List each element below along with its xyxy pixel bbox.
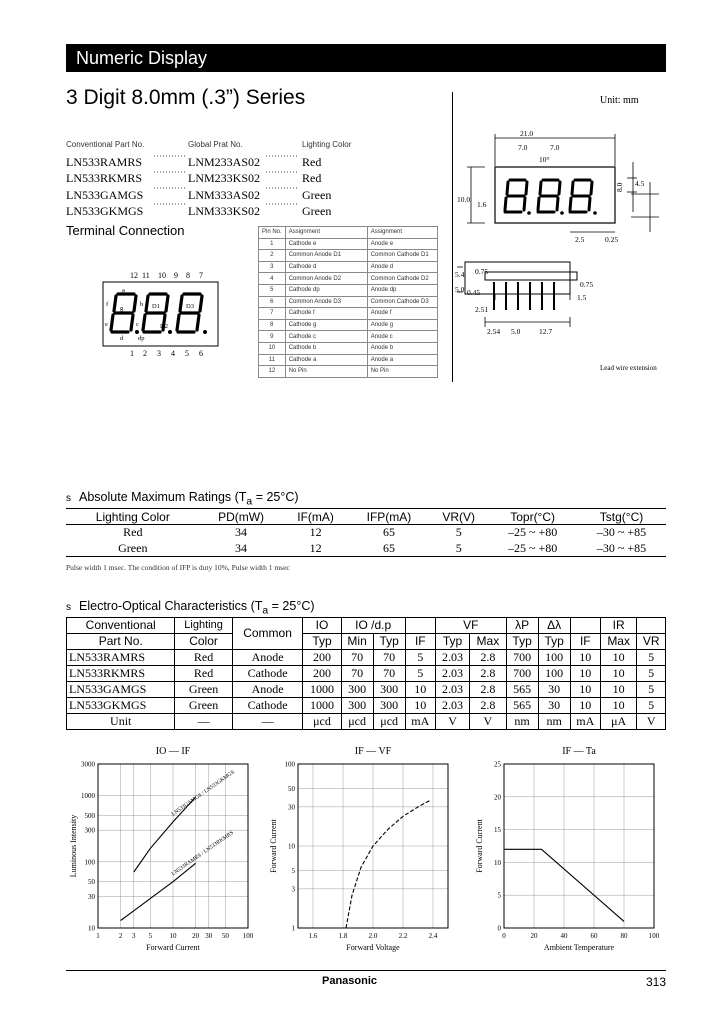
- abs-max-title: s Absolute Maximum Ratings $(T_a = 25^\circ C)$: [66, 490, 299, 508]
- y-tick-label: 50: [288, 785, 295, 794]
- dimension-label: 1.6: [477, 200, 487, 209]
- y-tick-label: 500: [84, 812, 95, 821]
- dimension-label: 2.5: [575, 235, 585, 244]
- table-row: 7 Cathode f Anode f: [259, 308, 438, 320]
- y-axis-label: Forward Current: [269, 819, 278, 873]
- pin-label: 1: [130, 349, 134, 358]
- part-row: LN533GAMGS LNM333AS02 Green: [66, 187, 332, 202]
- y-axis-label: Forward Current: [475, 819, 484, 873]
- table-row: Green 34 12 65 5 –25 ~ +80 –30 ~ +85: [118, 540, 647, 555]
- pin-label: 9: [174, 271, 178, 280]
- chart-title: IF — VF: [354, 746, 392, 757]
- eo-table: [66, 617, 666, 730]
- segment-label: f: [106, 301, 109, 308]
- dimension-label: 7.0: [550, 143, 560, 152]
- table-row: 4 Common Anode D2 Common Cathode D2: [259, 273, 438, 285]
- terminal-diagram: [100, 268, 230, 360]
- y-tick-label: 0: [497, 924, 501, 933]
- y-tick-label: 10: [494, 858, 501, 867]
- y-tick-label: 3: [291, 885, 295, 894]
- x-tick-label: 60: [590, 932, 598, 940]
- dimension-label: 12.7: [539, 327, 553, 336]
- page-number: 313: [646, 975, 667, 989]
- col-header: Conventional Part No.: [66, 140, 145, 149]
- table-row: LN533RKMRS Red Cathode 200 70 70 5 2.03 2.8 700 100 10 10 5: [67, 665, 666, 681]
- col-header: Lighting Color: [302, 140, 352, 149]
- table-row: LN533GAMGS Green Anode 1000 300 300 10 2.03 2.8 565 30 10 10 5: [67, 681, 666, 697]
- table-subheader: Part No. Color Typ Min Typ IF Typ Max Typ Typ IF Max VR: [67, 633, 666, 649]
- y-tick-label: 15: [494, 826, 501, 835]
- dimension-drawing: [455, 122, 665, 377]
- part-row: LN533GKMGS LNM333KS02 Green: [66, 204, 332, 218]
- table-header: Conventional Lighting Common IO IO /d.p VF λP Δλ IR: [67, 618, 666, 634]
- dimension-label: 10.0: [457, 195, 471, 204]
- dimension-label: 10°: [539, 155, 550, 164]
- x-tick-label: 100: [648, 932, 660, 940]
- brand-logo: Panasonic: [322, 975, 378, 987]
- x-tick-label: 2.2: [398, 932, 408, 940]
- digit-label: D3: [186, 303, 194, 310]
- pin-label: 11: [142, 271, 150, 280]
- table-row: 1 Cathode e Anode e: [259, 238, 438, 250]
- dimension-label: 5.0: [455, 285, 465, 294]
- dimension-label: 7.0: [518, 143, 528, 152]
- dimension-label: 0.75: [580, 280, 594, 289]
- segment-label: dp: [138, 335, 145, 342]
- table-row: 11 Cathode a Anode a: [259, 354, 438, 366]
- table-row: 5 Cathode dp Anode dp: [259, 284, 438, 296]
- table-row: 6 Common Anode D3 Common Cathode D3: [259, 296, 438, 308]
- dimension-label: 0.25: [605, 235, 619, 244]
- pin-label: 2: [143, 349, 147, 358]
- dimension-label: 5.0: [511, 327, 521, 336]
- x-tick-label: 20: [192, 932, 200, 940]
- divider: [452, 92, 453, 382]
- x-axis-label: Ambient Temperature: [543, 943, 615, 952]
- dimension-label: 21.0: [520, 129, 534, 138]
- segment-label: a: [122, 287, 125, 294]
- dimension-label: 5.4: [455, 270, 465, 279]
- chart-title: IO — IF: [155, 746, 191, 757]
- y-tick-label: 10: [88, 924, 95, 933]
- footnote: Pulse width 1 msec. The condition of IFP is duty 10%, Pulse width 1 msec: [66, 563, 290, 572]
- pin-label: 4: [171, 349, 175, 358]
- segment-label: d: [120, 335, 124, 342]
- io-if-chart: [66, 742, 262, 956]
- table-row: 3 Cathode d Anode d: [259, 261, 438, 273]
- segment-label: g: [120, 305, 124, 312]
- x-tick-label: 10: [169, 932, 177, 940]
- table-header: Lighting Color PD(mW) IF(mA) IFP(mA) VR(V) Topr(°C) Tstg(°C): [66, 509, 666, 525]
- digit-label: D2: [160, 323, 168, 330]
- table-row: Red 34 12 65 5 –25 ~ +80 –30 ~ +85: [123, 525, 647, 540]
- series-line: [346, 800, 430, 928]
- terminal-assignment-table: [258, 226, 438, 378]
- segment-label: b: [140, 301, 144, 308]
- y-tick-label: 50: [88, 878, 95, 887]
- section-header: Numeric Display: [66, 44, 666, 72]
- pin-label: 8: [186, 271, 190, 280]
- abs-max-table: [66, 508, 666, 557]
- table-row: 2 Common Anode D1 Common Cathode D1: [259, 250, 438, 262]
- dot-leaders: [264, 152, 304, 212]
- segment-label: e: [105, 321, 108, 328]
- y-tick-label: 5: [497, 891, 501, 900]
- x-tick-label: 1.8: [338, 932, 348, 940]
- dimension-label: 4.5: [635, 179, 645, 188]
- part-row: LN533RAMRS LNM233AS02 Red: [66, 154, 322, 169]
- y-tick-label: 100: [84, 858, 95, 867]
- y-tick-label: 3000: [81, 760, 95, 769]
- y-tick-label: 300: [84, 826, 95, 835]
- pin-label: 6: [199, 349, 203, 358]
- table-row: 8 Cathode g Anode g: [259, 319, 438, 331]
- dot-leaders: [152, 152, 232, 212]
- dimension-label: 2.54: [487, 327, 501, 336]
- x-axis-label: Forward Current: [146, 943, 200, 952]
- dimension-label: 1.5: [577, 293, 587, 302]
- x-tick-label: 2.0: [368, 932, 378, 940]
- dimension-label: 0.75: [475, 267, 489, 276]
- digit-label: D1: [152, 303, 160, 310]
- y-tick-label: 30: [288, 803, 295, 812]
- segment-label: c: [136, 321, 139, 328]
- x-tick-label: 80: [620, 932, 628, 940]
- series-line: [121, 863, 196, 920]
- x-tick-label: 1.6: [308, 932, 318, 940]
- pin-label: 5: [185, 349, 189, 358]
- y-tick-label: 10: [288, 842, 295, 851]
- terminal-connection-title: Terminal Connection: [66, 223, 185, 238]
- footer-rule: [66, 970, 666, 971]
- pin-label: 10: [158, 271, 166, 280]
- y-tick-label: 1: [291, 924, 295, 933]
- x-axis-label: Forward Voltage: [346, 943, 400, 952]
- drawing-caption: Lead wire extension: [600, 364, 657, 372]
- x-tick-label: 2: [118, 932, 123, 940]
- y-tick-label: 25: [494, 760, 501, 769]
- dimension-label: 0.45: [467, 288, 481, 297]
- page-title: 3 Digit 8.0mm (.3”) Series: [66, 86, 306, 109]
- x-tick-label: 30: [205, 932, 213, 940]
- pin-label: 7: [199, 271, 203, 280]
- x-tick-label: 40: [560, 932, 568, 940]
- if-ta-chart: [472, 742, 668, 956]
- table-row: 9 Cathode c Anode c: [259, 331, 438, 343]
- table-row: 10 Cathode b Anode b: [259, 342, 438, 354]
- y-axis-label: Luminous Intensity: [69, 814, 78, 878]
- x-tick-label: 100: [242, 932, 254, 940]
- table-row: LN533GKMGS Green Cathode 1000 300 300 10 2.03 2.8 565 30 10 10 5: [67, 697, 666, 713]
- if-vf-chart: [266, 742, 462, 956]
- table-row: 12 No Pin No Pin: [259, 366, 438, 378]
- y-tick-label: 30: [88, 892, 95, 901]
- series-label: LN533RAMRS / LN533RKMRS: [170, 830, 235, 878]
- y-tick-label: 1000: [81, 792, 95, 801]
- dimension-label: 8.0: [615, 182, 624, 192]
- series-label: LN533GAMGS / LN533GKMGS: [170, 769, 236, 818]
- table-unit-row: Unit — — μcd μcd μcd mA V V nm nm mA μA V: [67, 713, 666, 729]
- x-tick-label: 5: [148, 932, 153, 940]
- x-tick-label: 0: [502, 932, 506, 940]
- part-row: LN533RKMRS LNM233KS02 Red: [66, 171, 322, 185]
- x-tick-label: 20: [530, 932, 538, 940]
- eo-title: s Electro-Optical Characteristics $(T_a = 25^\circ C)$: [66, 599, 315, 617]
- col-header: Global Prat No.: [188, 140, 243, 149]
- y-tick-label: 5: [291, 867, 295, 876]
- x-tick-label: 2.4: [428, 932, 438, 940]
- x-tick-label: 3: [132, 932, 136, 940]
- table-row: LN533RAMRS Red Anode 200 70 70 5 2.03 2.8 700 100 10 10 5: [67, 649, 666, 665]
- x-tick-label: 1: [96, 932, 100, 940]
- pin-label: 3: [157, 349, 161, 358]
- pin-label: 12: [130, 271, 138, 280]
- unit-label: Unit: mm: [600, 95, 639, 106]
- dimension-label: 2.51: [475, 305, 489, 314]
- y-tick-label: 100: [284, 760, 295, 769]
- x-tick-label: 50: [221, 932, 229, 940]
- plot-frame: [504, 764, 654, 928]
- chart-title: IF — Ta: [562, 746, 596, 757]
- table-header: Pin No. Assignment Assignment: [259, 227, 438, 239]
- y-tick-label: 20: [494, 793, 501, 802]
